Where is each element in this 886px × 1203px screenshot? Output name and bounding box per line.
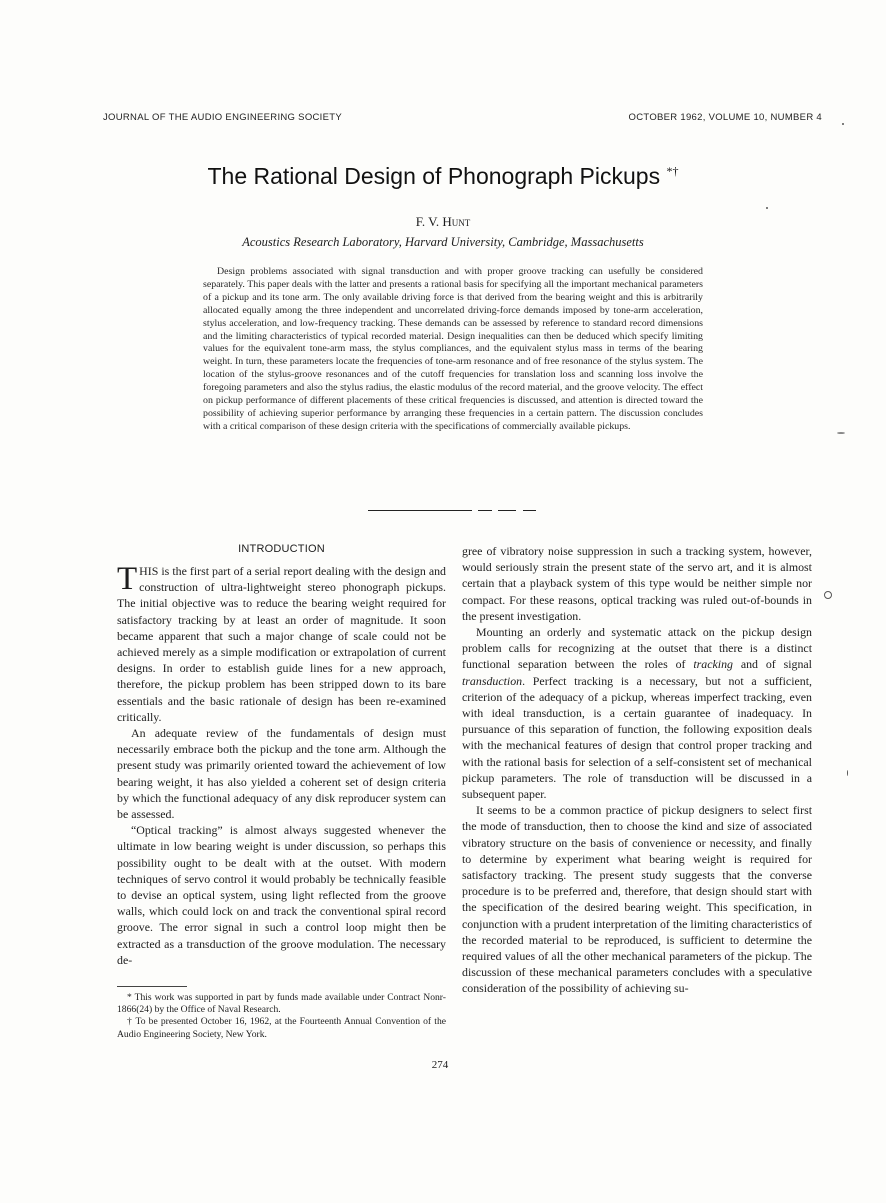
title-footnote-marks: *† [666, 164, 679, 178]
text-run: Mounting an orderly and systematic attack on the pickup design problem calls for recognizing at the outset that there is a distinct functional separation between the roles of [462, 625, 812, 672]
issue-info: OCTOBER 1962, VOLUME 10, NUMBER 4 [628, 112, 822, 123]
emphasis-tracking: tracking [693, 657, 733, 672]
emphasis-transduction: transduction [462, 673, 523, 688]
footnote-rule [117, 986, 187, 987]
separator-rule-segment [478, 510, 492, 511]
body-paragraph: “Optical tracking” is almost always suggested whenever the ultimate in low bearing weight is under discussion, so perhaps this possibility ought to be dealt with at the outset. With modern techniques of servo control it would probably be technically feasible to devise an optical system, using light reflected from the groove walls, which could lock on and track the conventional spiral record groove. The error signal in such a control loop might then be extracted as a transduction of the groove modulation. The necessary de- [117, 823, 446, 967]
scan-speck [842, 123, 844, 125]
abstract: Design problems associated with signal transduction and with proper groove tracking can usefully be considered separately. This paper deals with the latter and presents a rational basis for specifying all the important mechanical parameters of a pickup and its tone arm. The only available driving force is that derived from the bearing weight and this is arbitrarily allocated equally among the three independent and uncorrelated driving-force demands imposed by tone-arm acceleration, stylus acceleration, and low-frequency tracking. These demands can be assessed by reference to standard record dimensions and the limiting characteristics of typical recorded material. Design inequalities can then be deduced which specify limiting values for the equivalent tone-arm mass, the stylus compliances, and the equivalent stylus mass in terms of the bearing weight. In turn, these parameters locate the frequencies of tone-arm resonance and of free resonance of the stylus system. The location of the stylus-groove resonances and of the cutoff frequencies for translation loss and scanning loss involve the foregoing parameters and also the stylus radius, the elastic modulus of the record material, and the groove velocity. The effect on pickup performance of different placements of these critical frequencies is discussed, and attention is directed toward the possibility of achieving superior performance by arranging these frequencies in a certain pattern. The discussion concludes with a critical comparison of these design criteria with the specifications of commercially available pickups. [203, 266, 703, 432]
text-run: . Perfect tracking is a necessary, but not a sufficient, criterion of the adequacy of a pickup, whereas imperfect tracking, even with ideal transduction, is a certain guarantee of inadequacy. In pursuance of this separation of function, the following exposition deals with the mechanical features of design that control proper tracking and with the rational basis for selection of a self-consistent set of mechanical pickup parameters. The role of transduction will be discussed in a subsequent paper. [462, 673, 812, 802]
paper-title-text: The Rational Design of Phonograph Pickups [207, 163, 661, 189]
separator-rule-segment [498, 510, 516, 511]
scan-speck [847, 770, 848, 776]
journal-name: JOURNAL OF THE AUDIO ENGINEERING SOCIETY [103, 112, 342, 123]
page-number: 274 [431, 1059, 449, 1071]
right-column [462, 543, 812, 997]
affiliation: Acoustics Research Laboratory, Harvard University, Cambridge, Massachusetts [242, 235, 644, 249]
footnote: † To be presented October 16, 1962, at the Fourteenth Annual Convention of the Audio Engineering Society, New York. [117, 1016, 446, 1040]
paper-title [120, 163, 766, 190]
separator-rule-segment [523, 510, 536, 511]
body-paragraph: gree of vibratory noise suppression in such a tracking system, however, would seriously strain the present state of the servo art, and it is almost certain that a playback system of this type would be neither simple nor compact. For these reasons, optical tracking was ruled out-of-bounds in the present investigation. [462, 544, 812, 623]
intro-paragraph [117, 563, 446, 725]
intro-paragraph-text: HIS is the first part of a serial report dealing with the design and construction of ultra-lightweight stereo phonograph pickups. The initial objective was to reduce the bearing weight required for satisfactory tracking by at least an order of magnitude. It soon became apparent that such a major change of scale could not be achieved merely as a simple modification or extrapolation of current designs. In order to establish guide lines for a new approach, therefore, the pickup problem has been stripped down to its bare essentials and the basic rationale of design has been re-examined critically. [117, 564, 446, 724]
scan-speck [766, 207, 768, 209]
author-surname: Hunt [442, 214, 471, 229]
scan-speck [824, 591, 832, 599]
body-paragraph [462, 624, 812, 802]
left-column [117, 563, 446, 968]
body-paragraph: It seems to be a common practice of pickup designers to select first the mode of transduction, then to choose the kind and size of associated vibratory structure on the basis of convenience or necessity, and finally to determine by experiment what bearing weight is required for satisfactory tracking. The present study suggests that the converse procedure is to be preferred and, therefore, that design should start with the specification of the desired bearing weight. This specification, in conjunction with a prudent interpretation of the limiting characteristics of the recorded material to be reproduced, is sufficient to determine the required values of all the other mechanical parameters of the pickup. The discussion of these mechanical parameters concludes with a speculative consideration of the possibility of achieving su- [462, 803, 812, 996]
separator-rule [368, 510, 472, 511]
text-run: and of signal [732, 657, 812, 672]
body-paragraph: An adequate review of the fundamentals of design must necessarily embrace both the pickup and the tone arm. Although the present study was primarily oriented toward the achievement of low bearing weight, it has also yielded a coherent set of design criteria by which the functional adequacy of any disk reproducer system can be assessed. [117, 726, 446, 822]
footnote: * This work was supported in part by funds made available under Contract Nonr-1866(24) by the Office of Naval Research. [117, 992, 446, 1016]
section-heading: INTRODUCTION [238, 543, 325, 555]
drop-cap: T [117, 561, 138, 597]
scan-speck [837, 432, 845, 434]
author-initials: F. V. [415, 214, 440, 229]
footnotes [117, 992, 446, 1041]
author-line [120, 214, 766, 230]
